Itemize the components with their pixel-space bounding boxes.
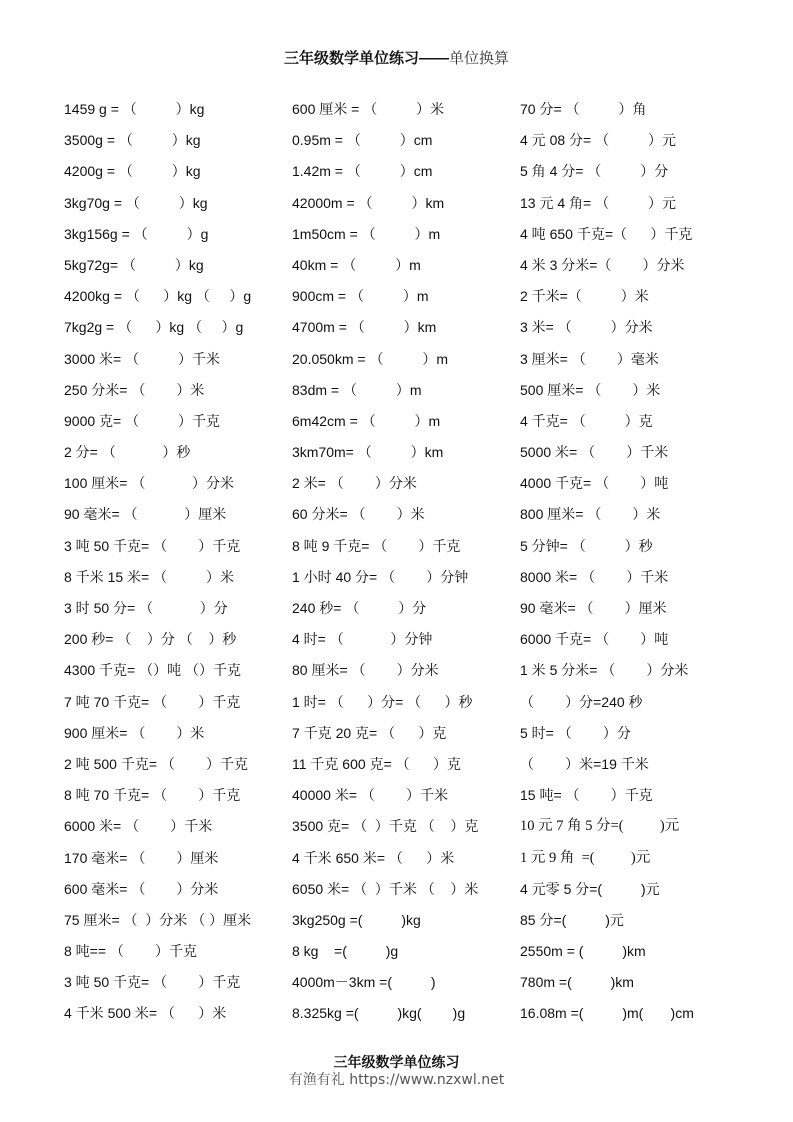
exercise-row [64,473,754,504]
exercise-item: 3000 米= （ ）千米 [64,350,220,367]
exercise-row [64,317,754,348]
exercise-item: 1 小时 40 分= （ ）分钟 [292,568,469,585]
exercise-item: 4300 千克= （）吨 （）千克 [64,662,241,679]
exercise-item: 6000 千克= （ ）吨 [520,631,669,648]
exercise-item: 8000 米= （ ）千米 [520,568,669,585]
exercise-item: 3500 克= （ ）千克 （ ）克 [292,818,479,835]
exercise-row [64,660,754,691]
exercise-item: 80 厘米= （ ）分米 [292,662,439,679]
exercise-item: 15 吨= （ ）千克 [520,787,653,804]
exercise-item: 600 厘米 = （ ）米 [292,101,445,117]
exercise-item: 500 厘米= （ ）米 [520,381,661,398]
exercise-item: 3 米= （ ）分米 [520,319,653,336]
exercise-row [64,723,754,754]
exercise-item: 900cm = （ ）m [292,288,429,305]
exercise-row [64,1003,754,1034]
exercise-row [64,161,754,192]
exercise-item: 3 厘米= （ ）毫米 [520,350,659,367]
exercise-item: 1.42m = （ ）cm [292,163,433,180]
exercise-item: 16.08m =( )m( )cm [520,1005,694,1022]
exercise-item: 13 元 4 角= （ ）元 [520,194,676,211]
exercise-item: 5000 米= （ ）千米 [520,444,669,461]
exercise-item: （ ）米=19 千米 [520,755,649,772]
exercise-item: 4 时= （ ）分钟 [292,631,433,648]
exercise-item: 7 吨 70 千克= （ ）千克 [64,693,241,710]
exercise-item: 7 千克 20 克= （ ）克 [292,724,447,741]
exercise-item: 4 吨 650 千克=（ ）千克 [520,225,693,242]
exercise-item: 6000 米= （ ）千米 [64,818,213,835]
exercise-row [64,598,754,629]
exercise-item: 8 kg =( )g [292,943,399,960]
exercise-item: 20.050km = （ ）m [292,350,448,367]
exercise-item: 8 吨 9 千克= （ ）千克 [292,537,461,554]
exercise-row [64,380,754,411]
exercise-item: 10 元 7 角 5 分=( )元 [520,818,680,835]
exercise-item: 800 厘米= （ ）米 [520,506,661,523]
exercise-item: 100 厘米= （ ）分米 [64,475,234,492]
exercise-item: 2 吨 500 千克= （ ）千克 [64,755,248,772]
exercise-item: 9000 克= （ ）千克 [64,412,220,429]
exercise-item: 2 分= （ ）秒 [64,444,191,461]
exercise-item: （ ）分=240 秒 [520,693,643,710]
exercise-item: 70 分= （ ）角 [520,101,647,117]
exercise-row [64,848,754,879]
exercise-row [64,754,754,785]
page-title-sub: 单位换算 [449,50,510,67]
exercise-item: 3kg156g = （ ）g [64,225,209,242]
exercise-row [64,629,754,660]
exercise-item: 1 米 5 分米= （ ）分米 [520,662,689,679]
exercise-row [64,504,754,535]
exercise-row [64,411,754,442]
exercise-item: 42000m = （ ）km [292,194,445,211]
exercise-item: 90 毫米= （ ）厘米 [520,600,667,616]
exercise-item: 4 元 08 分= （ ）元 [520,132,676,149]
exercise-row [64,972,754,1003]
exercise-row [64,193,754,224]
exercise-item: 83dm = （ ）m [292,381,422,398]
exercise-item: 40000 米= （ ）千米 [292,787,449,804]
exercise-item: 3500g = （ ）kg [64,132,201,149]
exercise-item: 250 分米= （ ）米 [64,381,205,398]
exercise-item: 4700m = （ ）km [292,319,437,336]
exercise-item: 4200g = （ ）kg [64,163,201,180]
exercise-item: 5 时= （ ）分 [520,724,631,741]
page-title [0,50,793,68]
exercise-item: 3 吨 50 千克= （ ）千克 [64,537,241,554]
exercise-row [64,224,754,255]
exercise-item: 8.325kg =( )kg( )g [292,1005,466,1022]
exercise-item: 6m42cm = （ ）m [292,412,441,429]
exercise-item: 3 时 50 分= （ ）分 [64,600,228,616]
exercise-item: 4 元零 5 分=( )元 [520,880,660,897]
exercise-row [64,536,754,567]
exercise-item: 6050 米= （ ）千米 （ ）米 [292,880,479,897]
exercise-item: 240 秒= （ ）分 [292,600,427,616]
exercise-item: 2 千米=（ ）米 [520,288,649,305]
footer-title: 三年级数学单位练习 [333,1054,460,1070]
exercise-item: 170 毫米= （ ）厘米 [64,849,219,866]
exercise-item: 60 分米= （ ）米 [292,506,425,523]
exercise-row [64,286,754,317]
exercise-item: 200 秒= （ ）分 （ ）秒 [64,631,237,648]
exercise-grid [64,99,754,1035]
exercise-row [64,99,754,130]
page-title-main: 三年级数学单位练习—— [283,50,449,67]
exercise-item: 1459 g = （ ）kg [64,101,205,117]
exercise-item: 780m =( )km [520,974,634,991]
exercise-row [64,255,754,286]
exercise-item: 4 千米 650 米= （ ）米 [292,849,455,866]
exercise-item: 8 吨== （ ）千克 [64,943,198,960]
exercise-row [64,941,754,972]
exercise-item: 90 毫米= （ ）厘米 [64,506,227,523]
exercise-item: 2550m = ( )km [520,943,646,960]
exercise-item: 3km70m= （ ）km [292,444,444,461]
exercise-row [64,130,754,161]
exercise-item: 4200kg = （ ）kg （ ）g [64,288,252,305]
exercise-row [64,349,754,380]
exercise-item: 4000m－3km =( ) [292,974,436,991]
exercise-item: 900 厘米= （ ）米 [64,724,205,741]
exercise-item: 8 千米 15 米= （ ）米 [64,568,234,585]
exercise-row [64,816,754,847]
exercise-item: 0.95m = （ ）cm [292,132,433,149]
exercise-item: 11 千克 600 克= （ ）克 [292,755,461,772]
exercise-row [64,910,754,941]
exercise-item: 5kg72g= （ ）kg [64,256,204,273]
footer-source: 有渔有礼 https://www.nzxwl.net [288,1072,505,1088]
exercise-item: 2 米= （ ）分米 [292,475,417,492]
exercise-item: 85 分=( )元 [520,911,624,928]
exercise-item: 5 角 4 分= （ ）分 [520,163,669,180]
exercise-item: 7kg2g = （ ）kg （ ）g [64,319,244,336]
exercise-item: 4 千克= （ ）克 [520,412,653,429]
exercise-item: 4 米 3 分米=（ ）分米 [520,256,685,273]
exercise-item: 4 千米 500 米= （ ）米 [64,1005,227,1022]
exercise-item: 8 吨 70 千克= （ ）千克 [64,787,241,804]
exercise-item: 1m50cm = （ ）m [292,225,441,242]
exercise-item: 1 时= （ ）分= （ ）秒 [292,693,473,710]
exercise-item: 3 吨 50 千克= （ ）千克 [64,974,241,991]
exercise-item: 1 元 9 角 =( )元 [520,849,651,866]
exercise-row [64,567,754,598]
exercise-item: 3kg70g = （ ）kg [64,194,208,211]
exercise-item: 5 分钟= （ ）秒 [520,537,653,554]
exercise-row [64,879,754,910]
exercise-item: 75 厘米= （ ）分米 （ ）厘米 [64,911,252,928]
exercise-row [64,442,754,473]
exercise-row [64,692,754,723]
exercise-row [64,785,754,816]
exercise-item: 40km = （ ）m [292,256,421,273]
exercise-item: 3kg250g =( )kg [292,911,421,928]
exercise-item: 600 毫米= （ ）分米 [64,880,219,897]
exercise-item: 4000 千克= （ ）吨 [520,475,669,492]
